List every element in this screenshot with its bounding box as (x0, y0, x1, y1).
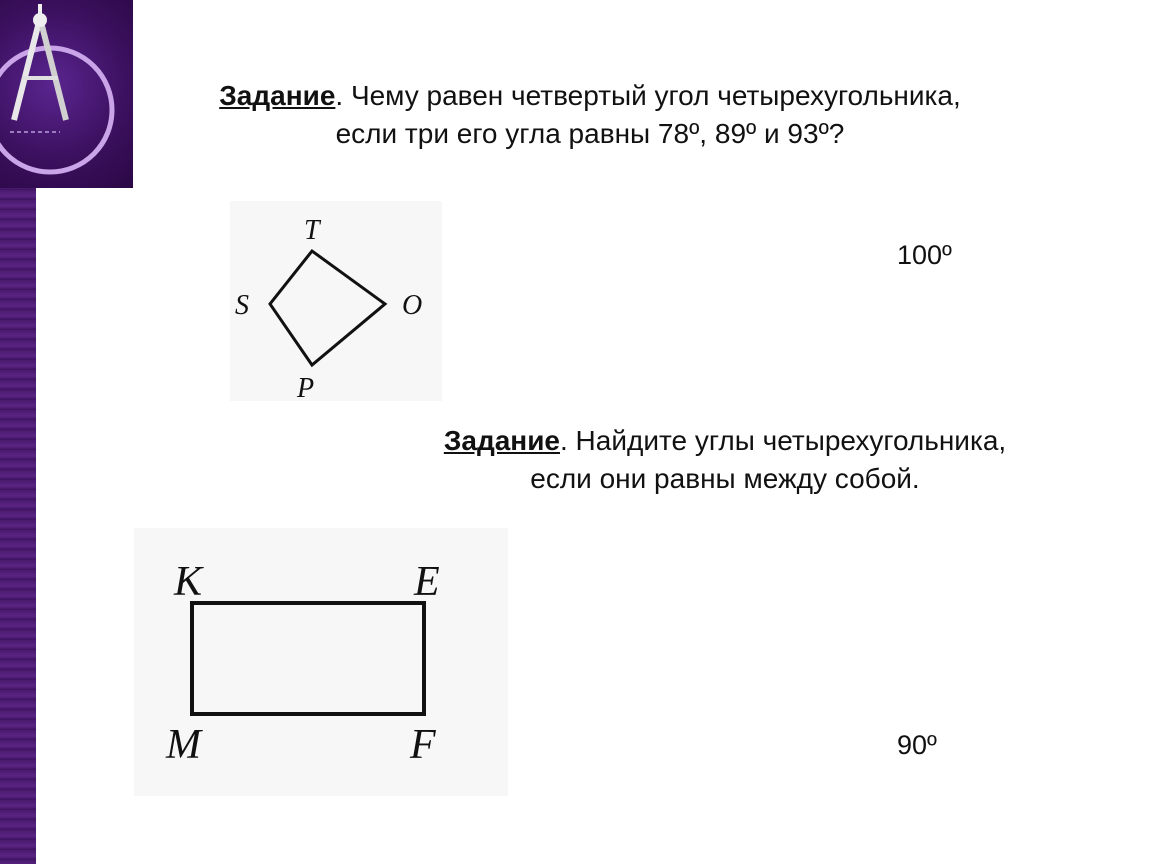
vertex-k-label: K (174, 559, 203, 605)
vertex-o-label: O (402, 290, 423, 321)
task-1-answer: 100º (897, 240, 952, 270)
vertex-p-label: P (297, 373, 315, 401)
task-2-keyword: Задание (443, 425, 560, 456)
task-2-answer: 90º (897, 730, 937, 760)
task-1-line-1 (150, 77, 1030, 115)
task-2-question: . Найдите углы четырехугольника, (559, 425, 1007, 456)
task-1-keyword: Задание (219, 80, 336, 111)
quadrilateral-tsop-shape (270, 251, 385, 365)
vertex-f-label: F (410, 722, 436, 768)
vertex-e-label: E (414, 559, 440, 605)
task-2-line-2: если они равны между собой. (530, 463, 920, 494)
rectangle-kefm-shape (192, 603, 424, 714)
vertex-m-label: M (166, 722, 201, 768)
vertex-s-label: S (235, 290, 249, 321)
compass-logo (0, 0, 133, 188)
rectangle-kefm-figure (134, 528, 508, 796)
task-2-text (330, 422, 1120, 498)
task-1-text (150, 77, 1030, 153)
task-2-line-1 (330, 422, 1120, 460)
task-1-question: . Чему равен четвертый угол четырехугольника, (335, 80, 961, 111)
compass-icon (0, 0, 133, 188)
task-1-line-2: если три его угла равны 78º, 89º и 93º? (335, 118, 845, 149)
quadrilateral-tsop-figure (230, 201, 442, 401)
vertex-t-label: T (304, 215, 320, 246)
